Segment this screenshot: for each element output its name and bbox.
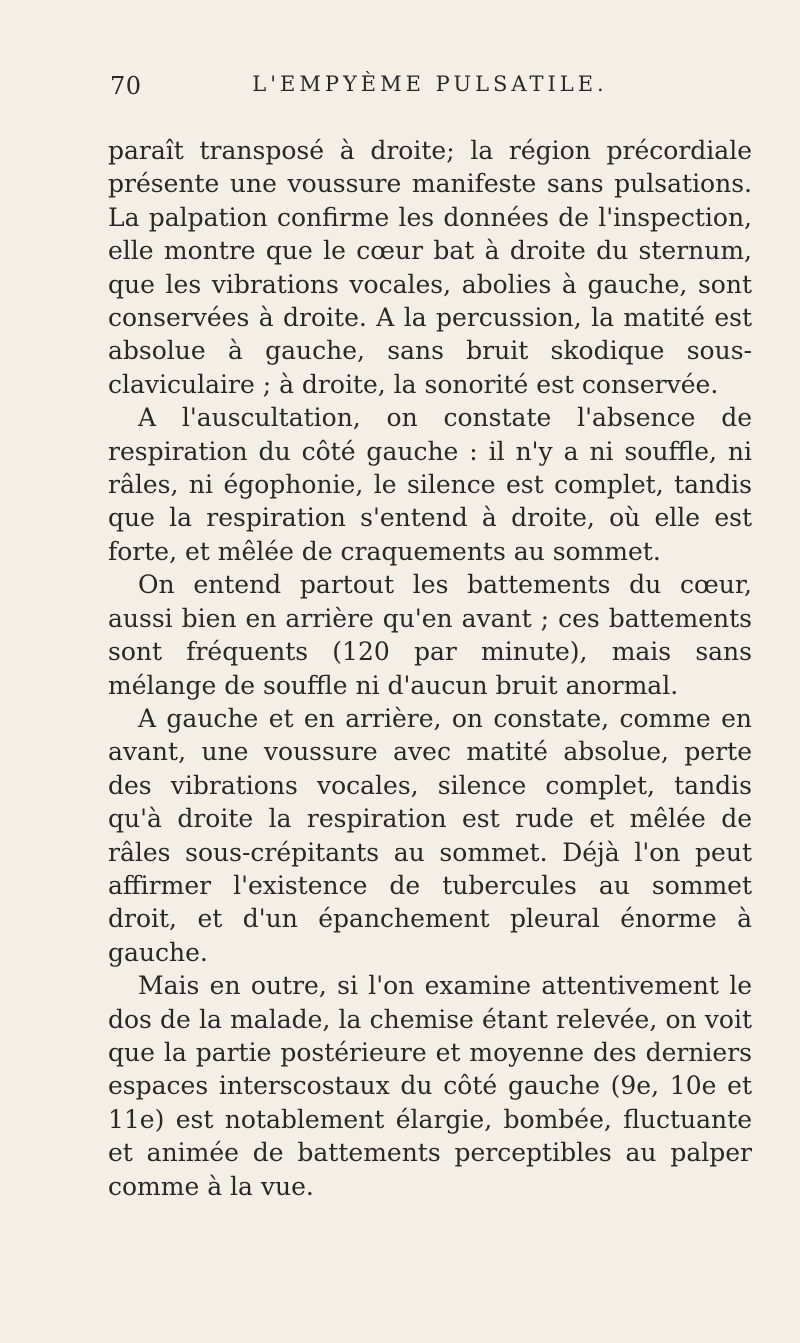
running-title: L'EMPYÈME PULSATILE.	[252, 72, 608, 96]
paragraph-auscultation: A l'auscultation, on constate l'absence de respiration du côté gauche : il n'y a ni souffle, ni râles, ni égophonie, le silence est complet, tandis que la respiration s'entend à droite, où elle est forte, et mêlée de craquements au sommet.	[108, 403, 752, 566]
paragraph-continued: paraît transposé à droite; la région précordiale présente une voussure manifeste sans pulsations. La palpation confirme les données de l'inspection, elle montre que le cœur bat à droite du sternum, que les vibrations vocales, abolies à gauche, sont conservées à droite. A la percussion, la matité est absolue à gauche, sans bruit skodique sous-claviculaire ; à droite, la sonorité est conservée.	[108, 136, 752, 399]
page-number: 70	[110, 72, 142, 100]
paragraph-left-posterior: A gauche et en arrière, on constate, comme en avant, une voussure avec matité absolue, perte des vibrations vocales, silence complet, tandis qu'à droite la respiration est rude et mêlée de râles sous-crépitants au sommet. Déjà l'on peut affirmer l'existence de tubercules au sommet droit, et d'un épanchement pleural énorme à gauche.	[108, 703, 752, 967]
paragraph-heartbeats: On entend partout les battements du cœur, aussi bien en arrière qu'en avant ; ces battements sont fréquents (120 par minute), mais sans mélange de souffle ni d'aucun bruit anormal.	[108, 570, 752, 700]
page-header	[110, 72, 750, 102]
body-text	[108, 134, 752, 1203]
paragraph-back-examination: Mais en outre, si l'on examine attentivement le dos de la malade, la chemise étant relevée, on voit que la partie postérieure et moyenne des derniers espaces interscostaux du côté gauche (9e, 10e et 11e) est notablement élargie, bombée, fluctuante et animée de battements perceptibles au palper comme à la vue.	[108, 971, 752, 1201]
